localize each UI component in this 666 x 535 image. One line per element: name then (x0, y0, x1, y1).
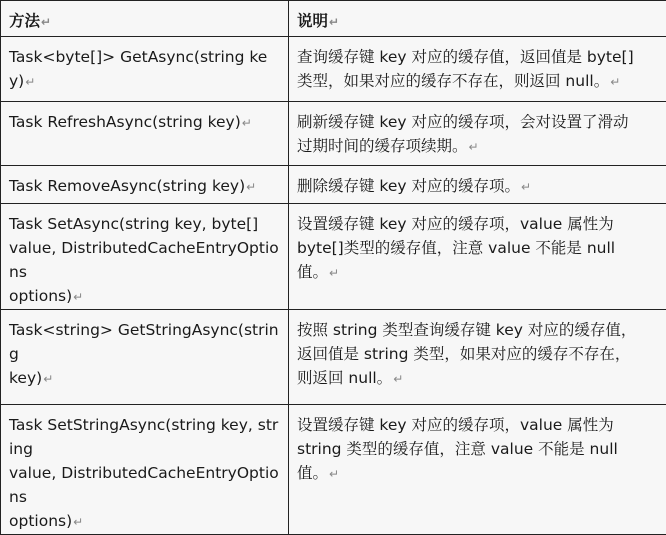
paragraph-mark: ↵ (25, 75, 35, 89)
table-row (1, 310, 666, 405)
method-line: Task RemoveAsync(string key) (9, 177, 245, 195)
description-line: 设置缓存键 key 对应的缓存项，value 属性为 (297, 215, 614, 233)
description-cell (289, 166, 666, 204)
method-cell (1, 102, 289, 166)
description-line: 刷新缓存键 key 对应的缓存项，会对设置了滑动 (297, 113, 629, 131)
description-line: 返回值是 string 类型，如果对应的缓存不存在， (297, 345, 630, 363)
description-cell (289, 405, 666, 535)
paragraph-mark: ↵ (329, 467, 339, 481)
method-line: value, DistributedCacheEntryOptions (9, 464, 279, 506)
description-line: 值。 (297, 464, 328, 482)
method-cell (1, 405, 289, 535)
paragraph-mark: ↵ (393, 372, 403, 386)
description-line: 值。 (297, 263, 328, 281)
description-line: 删除缓存键 key 对应的缓存项。 (297, 177, 520, 195)
description-line: byte[]类型的缓存值，注意 value 不能是 null (297, 239, 615, 257)
paragraph-mark: ↵ (43, 372, 53, 386)
table-row (1, 204, 666, 310)
method-line: options) (9, 512, 72, 530)
method-cell (1, 310, 289, 405)
description-cell (289, 204, 666, 310)
table-row (1, 405, 666, 535)
description-cell (289, 37, 666, 102)
description-line: 设置缓存键 key 对应的缓存项，value 属性为 (297, 416, 614, 434)
description-line: 类型，如果对应的缓存不存在，则返回 null。 (297, 72, 609, 90)
description-line: 按照 string 类型查询缓存键 key 对应的缓存值， (297, 321, 636, 339)
method-cell (1, 166, 289, 204)
description-line: 查询缓存键 key 对应的缓存值，返回值是 byte[] (297, 48, 634, 66)
header-description: 说明↵ (289, 1, 666, 37)
description-cell (289, 310, 666, 405)
paragraph-mark: ↵ (329, 266, 339, 280)
paragraph-mark: ↵ (73, 290, 83, 304)
method-cell (1, 37, 289, 102)
method-line: Task<byte[]> GetAsync(string key) (9, 48, 267, 90)
method-line: options) (9, 287, 72, 305)
paragraph-mark: ↵ (521, 180, 531, 194)
paragraph-mark: ↵ (469, 140, 479, 154)
description-line: 则返回 null。 (297, 369, 392, 387)
paragraph-mark: ↵ (73, 515, 83, 529)
table-row (1, 166, 666, 204)
paragraph-mark: ↵ (329, 15, 339, 29)
paragraph-mark: ↵ (41, 15, 51, 29)
header-method: 方法↵ (1, 1, 289, 37)
method-line: key) (9, 369, 42, 387)
table-header-row (1, 1, 666, 37)
method-line: Task RefreshAsync(string key) (9, 113, 241, 131)
description-cell (289, 102, 666, 166)
paragraph-mark: ↵ (242, 116, 252, 130)
method-line: Task SetStringAsync(string key, string (9, 416, 278, 458)
method-cell (1, 204, 289, 310)
description-line: 过期时间的缓存项续期。 (297, 137, 468, 155)
paragraph-mark: ↵ (610, 75, 620, 89)
description-line: string 类型的缓存值，注意 value 不能是 null (297, 440, 618, 458)
table-row (1, 102, 666, 166)
method-line: value, DistributedCacheEntryOptions (9, 239, 279, 281)
paragraph-mark: ↵ (246, 180, 256, 194)
method-line: Task<string> GetStringAsync(string (9, 321, 279, 363)
method-line: Task SetAsync(string key, byte[] (9, 215, 258, 233)
table-row (1, 37, 666, 102)
